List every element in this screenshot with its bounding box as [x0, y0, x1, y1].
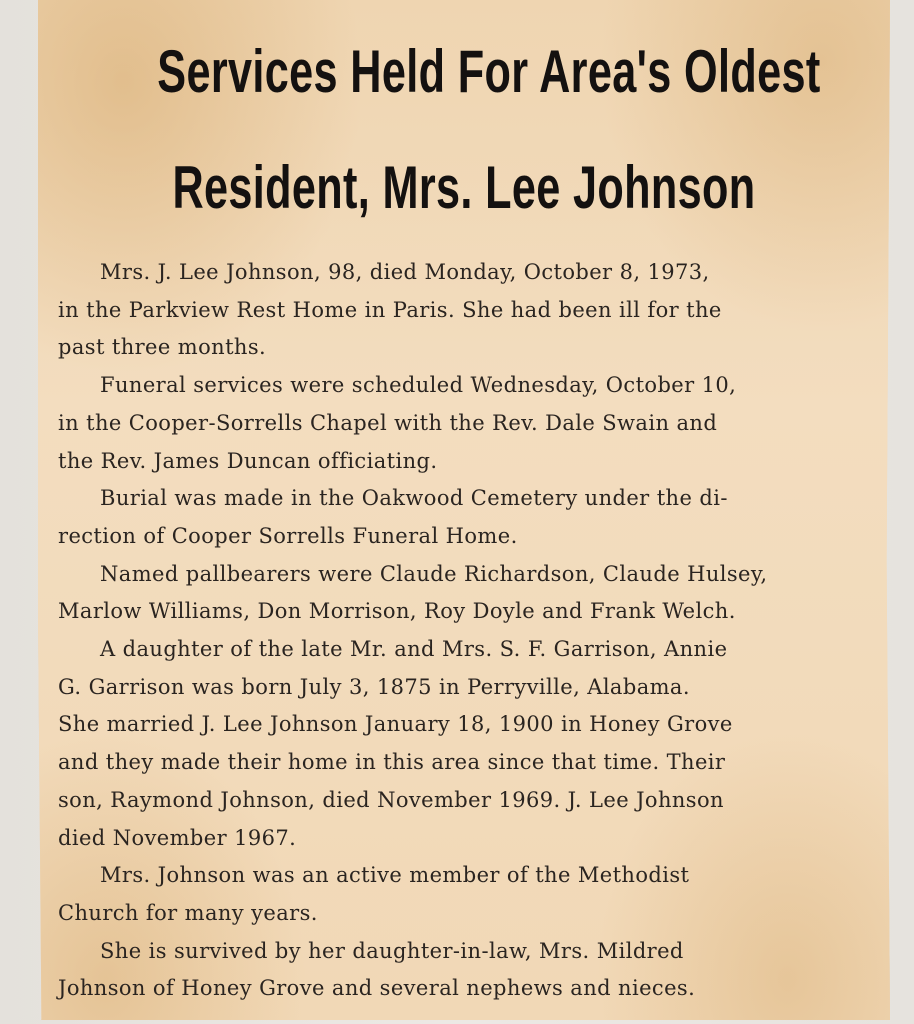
paragraph-5-line-1: A daughter of the late Mr. and Mrs. S. F. Garrison, Annie	[100, 637, 728, 662]
paragraph-4-line-1: Named pallbearers were Claude Richardson, Claude Hulsey,	[100, 561, 768, 586]
paragraph-5-line-5: son, Raymond Johnson, died November 1969. J. Lee Johnson	[58, 787, 724, 812]
paragraph-1-line-2: in the Parkview Rest Home in Paris. She had been ill for the	[58, 297, 722, 322]
paragraph-2-line-3: the Rev. James Duncan officiating.	[58, 448, 438, 473]
headline-line-1: Services Held For Area's Oldest	[157, 38, 821, 105]
headline-line-2: Resident, Mrs. Lee Johnson	[172, 154, 756, 221]
paragraph-1-line-3: past three months.	[58, 335, 267, 360]
paragraph-7-line-2: Johnson of Honey Grove and several nephews and nieces.	[58, 976, 696, 1001]
paragraph-1-line-1: Mrs. J. Lee Johnson, 98, died Monday, October 8, 1973,	[100, 260, 710, 284]
paragraph-5-line-4: and they made their home in this area since that time. Their	[58, 750, 726, 775]
paragraph-3-line-1: Burial was made in the Oakwood Cemetery under the di-	[100, 486, 728, 511]
paragraph-6-line-2: Church for many years.	[58, 900, 318, 925]
paragraph-5-line-3: She married J. Lee Johnson January 18, 1900 in Honey Grove	[58, 712, 733, 737]
paragraph-5-line-2: G. Garrison was born July 3, 1875 in Perryville, Alabama.	[58, 674, 690, 699]
paragraph-2-line-2: in the Cooper-Sorrells Chapel with the Rev. Dale Swain and	[58, 410, 718, 435]
paragraph-5-line-6: died November 1967.	[58, 825, 297, 850]
paragraph-7-line-1: She is survived by her daughter-in-law, Mrs. Mildred	[100, 938, 684, 963]
paragraph-4-line-2: Marlow Williams, Don Morrison, Roy Doyle and Frank Welch.	[58, 599, 736, 624]
paragraph-3-line-2: rection of Cooper Sorrells Funeral Home.	[58, 523, 518, 548]
paragraph-2-line-1: Funeral services were scheduled Wednesday, October 10,	[100, 373, 737, 398]
article-body	[58, 254, 868, 1008]
paragraph-6-line-1: Mrs. Johnson was an active member of the Methodist	[100, 863, 690, 888]
